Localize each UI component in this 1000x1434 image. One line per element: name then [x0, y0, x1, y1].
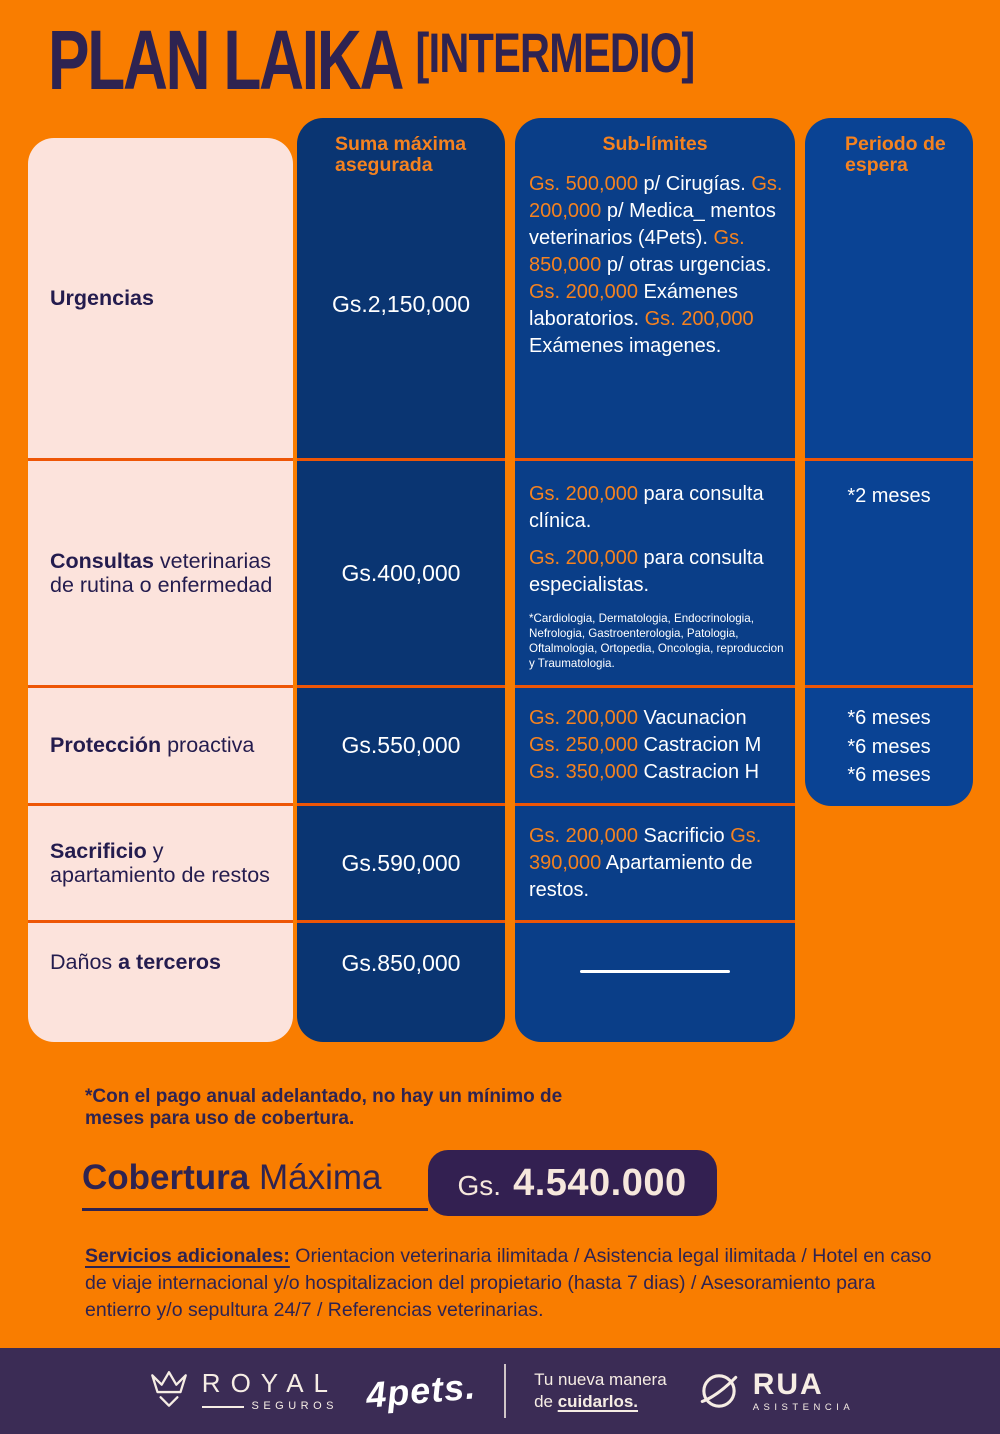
royal-seguros-logo — [146, 1368, 338, 1414]
column-periodo-espera — [805, 118, 973, 1042]
column-sublimites — [515, 118, 795, 1042]
fourpets-tagline — [534, 1369, 667, 1413]
sublimits-danos-empty — [515, 920, 795, 1042]
column-suma-maxima — [297, 118, 505, 1042]
sublimit-text: Castracion M — [643, 734, 762, 756]
sublimit-text: p/ Medica_ mentos veterinarios (4Pets). — [529, 200, 776, 250]
sublimit-text: p/ Cirugías. — [643, 173, 746, 196]
sublimit-text: Vacunacion — [643, 707, 747, 729]
label-text: Sacrificio — [50, 838, 147, 863]
rua-icon — [695, 1367, 743, 1415]
label-text: veterinarias de rutina o enfermedad — [50, 548, 273, 597]
sublimit-amount: Gs. 500,000 — [529, 173, 638, 196]
label-text: Urgencias — [50, 285, 154, 310]
sublimit-amount: Gs. 200,000 — [529, 483, 638, 505]
periodo-consultas — [805, 458, 973, 685]
sublimit-text: para consulta especialistas. — [529, 547, 764, 596]
sublimit-amount: Gs. 850,000 — [529, 227, 745, 277]
suma-value-proteccion: Gs.550,000 — [341, 732, 461, 758]
suma-sacrificio — [297, 803, 505, 920]
suma-value-danos: Gs.850,000 — [341, 950, 461, 976]
footer-divider-line — [504, 1364, 506, 1418]
crown-icon — [146, 1368, 192, 1414]
suma-consultas — [297, 458, 505, 685]
sublimit-text: Apartamiento de restos. — [529, 851, 753, 901]
services-label: Servicios adicionales: — [85, 1245, 290, 1267]
row-proteccion-label — [28, 685, 293, 803]
suma-proteccion — [297, 685, 505, 803]
sublimit-amount: Gs. 390,000 — [529, 824, 762, 874]
periodo-column-header: Periodo de espera — [845, 133, 946, 177]
sublimit-text: Castracion H — [643, 761, 760, 783]
sublimit-text: Sacrificio — [643, 824, 725, 847]
plan-tier-badge: [INTERMEDIO] — [415, 21, 695, 84]
periodo-value: *6 meses — [847, 735, 931, 758]
additional-services-paragraph — [85, 1243, 945, 1324]
specialties-footnote: *Cardiologia, Dermatologia, Endocrinologia, Nefrologia, Gastroenterologia, Patologia, Oftalmologia, Ortopedia, Oncologia, reproduccion y Traumatologia. — [529, 612, 784, 671]
sublimit-text: Exámenes imagenes. — [529, 335, 722, 358]
periodo-value: *6 meses — [847, 707, 931, 730]
footer-logo-bar — [0, 1348, 1000, 1434]
periodo-proteccion — [805, 685, 973, 806]
sublimits-sacrificio — [515, 803, 795, 920]
row-urgencias-label — [28, 138, 293, 458]
label-text: Protección — [50, 733, 162, 758]
suma-value-sacrificio: Gs.590,000 — [341, 849, 461, 876]
row-danos-label — [28, 920, 293, 1042]
sublimit-text: Exámenes laboratorios. — [529, 281, 739, 331]
royal-divider-line — [202, 1406, 244, 1408]
sublimites-column-header: Sub-límites — [602, 133, 708, 155]
sublimit-amount: Gs. 200,000 — [529, 824, 638, 847]
fourpets-logo: 4pets. — [364, 1365, 478, 1416]
label-text: Consultas — [50, 548, 154, 573]
sublimit-amount: Gs. 200,000 — [529, 173, 783, 223]
sublimit-amount: Gs. 200,000 — [529, 707, 638, 729]
label-text: Daños — [50, 950, 119, 974]
tagline-line2 — [534, 1391, 667, 1413]
rua-asistencia-logo — [695, 1367, 855, 1415]
sublimits-urgencias — [515, 155, 795, 360]
rua-name: RUA — [752, 1367, 824, 1401]
coverage-maxima-label — [82, 1150, 428, 1211]
row-sacrificio-label — [28, 803, 293, 920]
coverage-label-bold: Cobertura — [82, 1158, 250, 1197]
periodo-header — [805, 118, 973, 458]
royal-wordmark — [202, 1370, 338, 1412]
coverage-label-rest: Máxima — [249, 1158, 382, 1197]
sublimit-amount: Gs. 200,000 — [529, 547, 638, 569]
tagline-line2-bold: cuidarlos. — [557, 1392, 639, 1411]
currency-prefix: Gs. — [457, 1170, 502, 1201]
suma-header-and-urgencias — [297, 118, 505, 458]
royal-name: ROYAL — [201, 1368, 339, 1398]
suma-column-header: Suma máxima asegurada — [335, 133, 467, 177]
sublimit-amount: Gs. 250,000 — [529, 734, 638, 756]
sublimit-amount: Gs. 200,000 — [644, 308, 754, 331]
sublimit-text: para consulta clínica. — [529, 483, 764, 532]
page-title — [48, 13, 695, 107]
row-consultas-label — [28, 458, 293, 685]
suma-value-consultas: Gs.400,000 — [341, 559, 461, 586]
sublimits-proteccion — [515, 685, 795, 803]
rua-wordmark — [752, 1367, 855, 1413]
column-row-labels — [28, 138, 293, 1042]
sublimites-header-and-urgencias — [515, 118, 795, 458]
label-text: proactiva — [161, 733, 255, 758]
suma-danos — [297, 920, 505, 1042]
tagline-line1: Tu nueva manera — [534, 1369, 667, 1389]
coverage-table — [28, 118, 973, 1042]
coverage-amount: 4.540.000 — [513, 1162, 687, 1204]
tagline-line2-prefix: de — [534, 1392, 558, 1411]
coverage-amount-pill — [428, 1150, 717, 1216]
suma-value-urgencias: Gs.2,150,000 — [331, 290, 471, 317]
empty-value-dash — [580, 970, 730, 973]
royal-subtitle: SEGUROS — [251, 1400, 339, 1412]
sublimits-consultas — [515, 458, 795, 685]
periodo-value: *6 meses — [847, 764, 931, 787]
plan-name: PLAN LAIKA — [48, 13, 403, 107]
periodo-value: *2 meses — [847, 485, 931, 507]
label-text: y apartamiento de restos — [50, 838, 270, 887]
coverage-maxima-section — [82, 1150, 717, 1216]
sublimit-amount: Gs. 350,000 — [529, 761, 638, 783]
sublimit-amount: Gs. 200,000 — [529, 281, 638, 304]
label-text: a terceros — [118, 950, 221, 974]
services-text: Orientacion veterinaria ilimitada / Asistencia legal ilimitada / Hotel en caso de viaje internacional y/o hospitalizacion del propietario (hasta 7 dias) / Asesoramiento para entierro y/o sepultura 24/7 / Referencias veterinarias. — [85, 1245, 932, 1321]
sublimit-text: p/ otras urgencias. — [606, 254, 772, 277]
rua-subtitle: ASISTENCIA — [752, 1401, 855, 1413]
annual-payment-footnote: *Con el pago anual adelantado, no hay un mínimo de meses para uso de cobertura. — [85, 1086, 563, 1130]
